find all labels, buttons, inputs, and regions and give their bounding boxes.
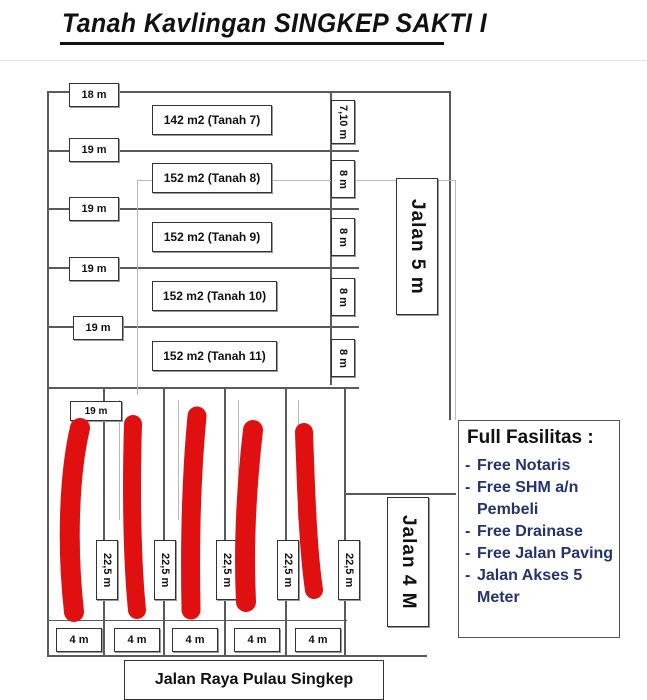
facility-item: - Free SHM a/n Pembeli <box>465 477 619 521</box>
facility-item: - Jalan Akses 5 Meter <box>465 565 619 609</box>
plot-7-side-label: 7,10 m <box>331 100 355 144</box>
lot-4-depth-label: 22,5 m <box>277 540 299 600</box>
lot-1-width-label: 4 m <box>56 628 102 652</box>
sold-marker <box>304 432 314 590</box>
facility-item: - Free Drainase <box>465 521 619 543</box>
road-jalan-5m: Jalan 5 m <box>396 178 438 315</box>
plot-11-side-label: 8 m <box>331 339 355 377</box>
sold-marker <box>70 428 80 612</box>
lot-3-depth-label: 22,5 m <box>216 540 238 600</box>
plot-9-area-label: 152 m2 (Tanah 9) <box>152 222 272 252</box>
lot-5-width-label: 4 m <box>295 628 341 652</box>
plot-8-side-label: 8 m <box>331 160 355 198</box>
road-jalan-raya: Jalan Raya Pulau Singkep <box>124 660 384 700</box>
plot-11-area-label: 152 m2 (Tanah 11) <box>152 341 277 371</box>
lot-2-width-label: 4 m <box>114 628 160 652</box>
plot-9-width-label: 19 m <box>69 197 119 221</box>
lot-1-depth-label: 22,5 m <box>96 540 118 600</box>
facilities-title: Full Fasilitas : <box>467 427 594 448</box>
facility-item: - Free Jalan Paving <box>465 543 619 565</box>
plot-9-side-label: 8 m <box>331 218 355 256</box>
plot-10-side-label: 8 m <box>331 278 355 316</box>
lot-3-width-label: 4 m <box>172 628 218 652</box>
lot-2-depth-label: 22,5 m <box>154 540 176 600</box>
lot-5-depth-label: 22,5 m <box>338 540 360 600</box>
map-title: Tanah Kavlingan SINGKEP SAKTI I <box>62 8 488 38</box>
sold-marker <box>245 430 253 602</box>
facilities-list <box>465 455 619 609</box>
facilities-box <box>458 420 620 638</box>
plot-7-area-label: 142 m2 (Tanah 7) <box>152 105 272 135</box>
plot-7-width-label: 18 m <box>69 83 119 107</box>
plot-8-width-label: 19 m <box>69 138 119 162</box>
corner-width-label: 19 m <box>70 401 122 421</box>
plot-8-area-label: 152 m2 (Tanah 8) <box>152 163 272 193</box>
road-jalan-4m: Jalan 4 M <box>387 497 429 627</box>
plot-11-width-label: 19 m <box>73 316 123 340</box>
sold-marker <box>191 416 197 610</box>
facility-item: - Free Notaris <box>465 455 619 477</box>
sold-marker <box>132 424 137 610</box>
plot-10-area-label: 152 m2 (Tanah 10) <box>152 281 277 311</box>
lot-4-width-label: 4 m <box>234 628 280 652</box>
plot-10-width-label: 19 m <box>69 257 119 281</box>
